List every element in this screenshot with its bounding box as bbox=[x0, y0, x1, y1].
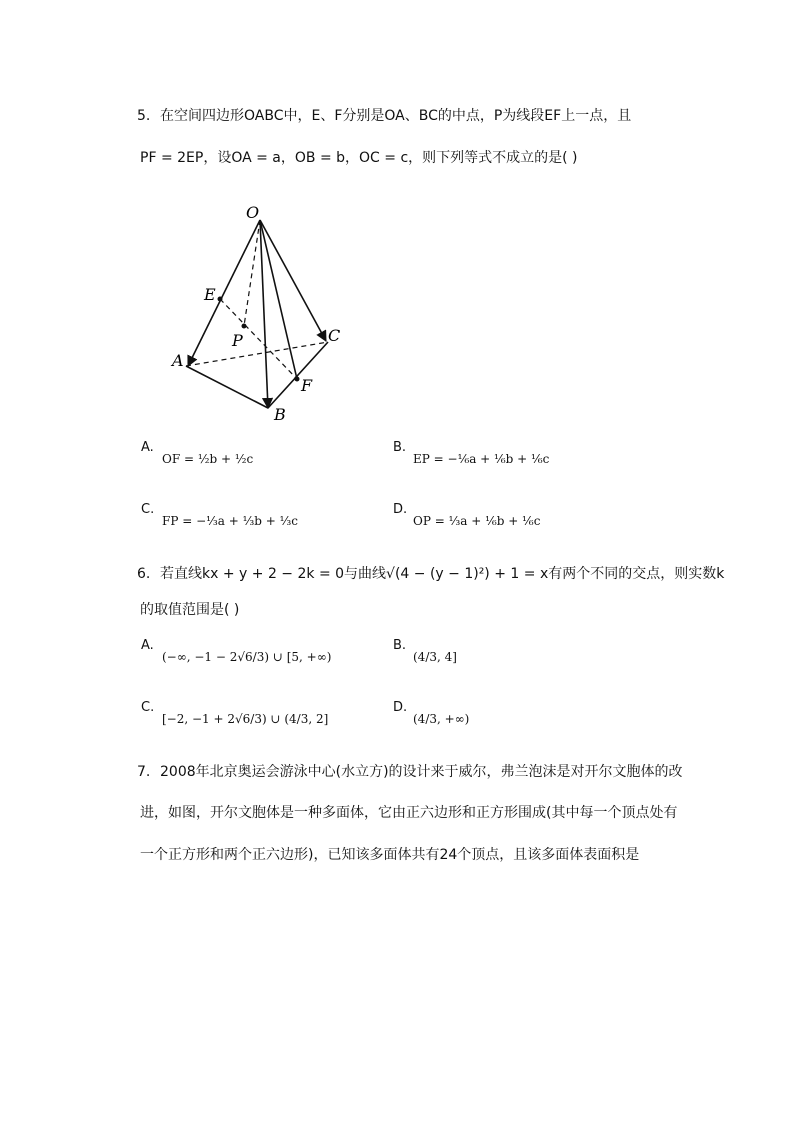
q7-stem-line3: 一个正方形和两个正六边形)，已知该多面体共有24个顶点，且该多面体表面积是 bbox=[140, 847, 640, 863]
label-C: C bbox=[328, 326, 341, 345]
q5-option-c-letter: C. bbox=[141, 502, 155, 517]
q6-option-c-text: [−2, −1 + 2√6/3) ∪ (4/3, 2] bbox=[162, 712, 329, 726]
label-A: A bbox=[172, 351, 184, 370]
q5-option-b-text: EP = −⅙a + ⅙b + ⅙c bbox=[413, 452, 550, 466]
q7-number: 7. bbox=[137, 764, 151, 780]
q5-option-c-text: FP = −⅓a + ⅓b + ⅓c bbox=[162, 514, 298, 528]
label-B: B bbox=[274, 405, 286, 424]
q6-number: 6. bbox=[137, 566, 151, 582]
q6-stem-line2: 的取值范围是( ) bbox=[140, 602, 240, 618]
q7-stem-line2: 进，如图，开尔文胞体是一种多面体，它由正六边形和正方形围成(其中每一个顶点处有 bbox=[140, 805, 678, 821]
q6-option-b-text: (4/3, 4] bbox=[413, 650, 457, 664]
q7-stem-line1: 2008年北京奥运会游泳中心(水立方)的设计来于威尔，弗兰泡沫是对开尔文胞体的改 bbox=[160, 764, 683, 780]
q5-option-a-letter: A. bbox=[141, 440, 154, 455]
label-O: O bbox=[246, 203, 260, 222]
q6-option-a-letter: A. bbox=[141, 638, 154, 653]
q5-option-a-text: OF = ½b + ½c bbox=[162, 452, 254, 466]
q5-number: 5. bbox=[137, 108, 151, 124]
q6-option-b-letter: B. bbox=[393, 638, 407, 653]
q5-option-d-letter: D. bbox=[393, 502, 408, 517]
q5-option-d-text: OP = ⅓a + ⅙b + ⅙c bbox=[413, 514, 541, 528]
label-E: E bbox=[204, 285, 216, 304]
q6-stem-line1: 若直线kx + y + 2 − 2k = 0与曲线√(4 − (y − 1)²) + 1 = x有两个不同的交点，则实数k bbox=[160, 566, 725, 582]
tetrahedron-figure bbox=[150, 196, 370, 432]
q6-option-d-text: (4/3, +∞) bbox=[413, 712, 470, 726]
q5-stem-line1: 在空间四边形OABC中，E、F分别是OA、BC的中点，P为线段EF上一点，且 bbox=[160, 108, 632, 124]
q5-option-b-letter: B. bbox=[393, 440, 407, 455]
q5-stem-line2: PF = 2EP，设OA = a，OB = b，OC = c，则下列等式不成立的是( ) bbox=[140, 150, 578, 166]
q6-option-d-letter: D. bbox=[393, 700, 408, 715]
q6-option-c-letter: C. bbox=[141, 700, 155, 715]
label-F: F bbox=[301, 376, 313, 395]
label-P: P bbox=[232, 331, 243, 350]
q6-option-a-text: (−∞, −1 − 2√6/3) ∪ [5, +∞) bbox=[162, 650, 332, 664]
